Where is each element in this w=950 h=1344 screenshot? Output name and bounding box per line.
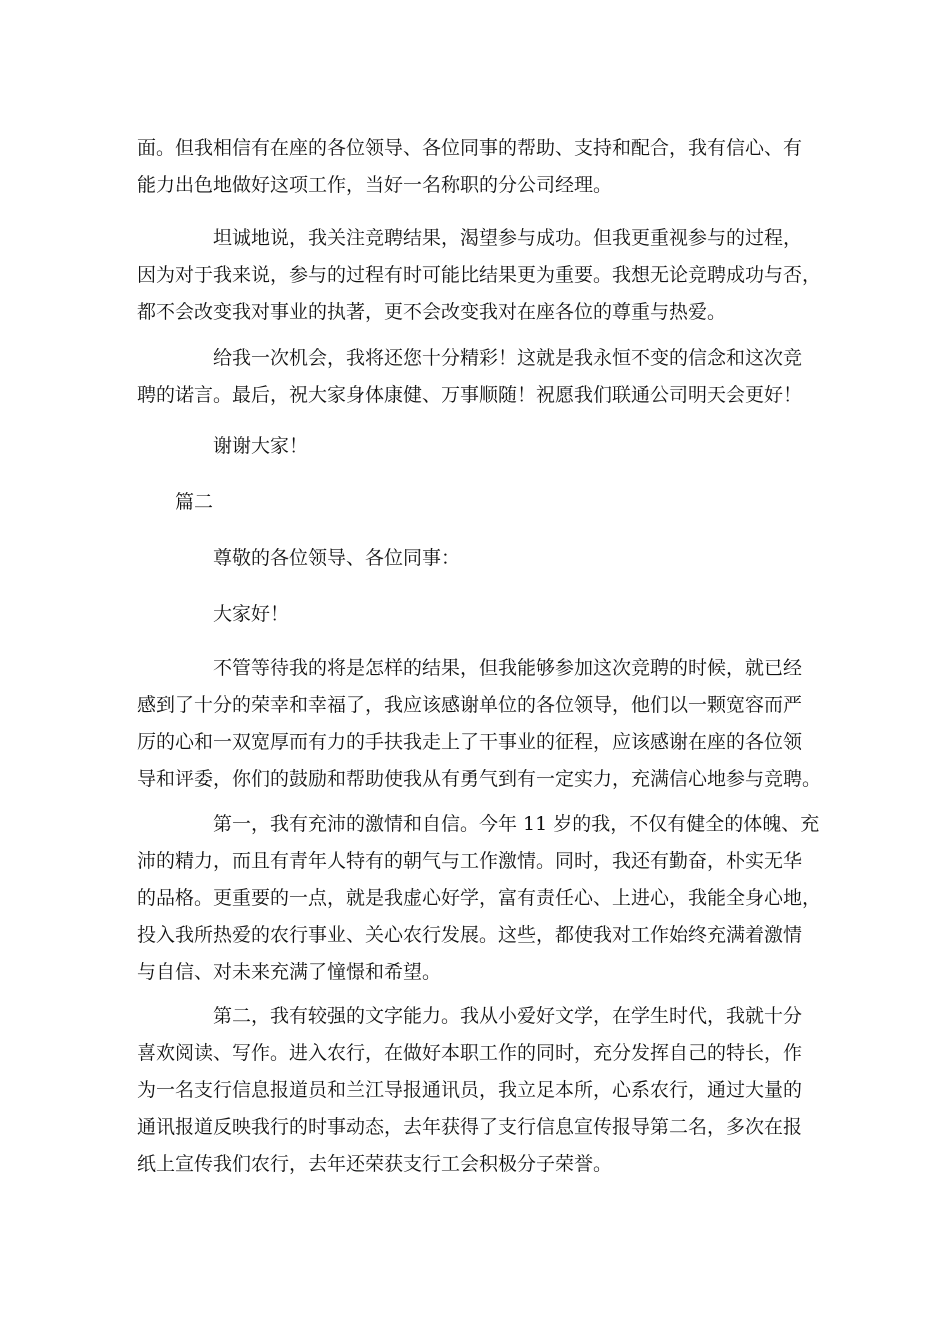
text-line: 大家好！ xyxy=(213,603,290,625)
text-line: 沛的精力，而且有青年人特有的朝气与工作激情。同时，我还有勤奋，朴实无华 xyxy=(137,850,803,872)
salutation xyxy=(213,540,893,577)
text-line: 面。但我相信有在座的各位领导、各位同事的帮助、支持和配合，我有信心、有 xyxy=(137,137,803,159)
text-line: 聘的诺言。最后，祝大家身体康健、万事顺随！祝愿我们联通公司明天会更好！ xyxy=(137,384,803,406)
greeting xyxy=(213,596,893,633)
text-line: 第二，我有较强的文字能力。我从小爱好文学，在学生时代，我就十分 xyxy=(213,1005,803,1027)
text-line: 纸上宣传我们农行，去年还荣获支行工会积极分子荣誉。 xyxy=(137,1153,613,1175)
text-line: 通讯报道反映我行的时事动态，去年获得了支行信息宣传报导第二名，多次在报 xyxy=(137,1116,803,1138)
text-line: 的品格。更重要的一点，就是我虚心好学，富有责任心、上进心，我能全身心地， xyxy=(137,887,822,909)
text-line: 第一，我有充沛的激情和自信。今年 11 岁的我，不仅有健全的体魄、充 xyxy=(213,813,820,835)
text-line: 不管等待我的将是怎样的结果，但我能够参加这次竞聘的时候，就已经 xyxy=(213,657,803,679)
text-line: 投入我所热爱的农行事业、关心农行发展。这些，都使我对工作始终充满着激情 xyxy=(137,924,803,946)
text-line: 导和评委，你们的鼓励和帮助使我从有勇气到有一定实力，充满信心地参与竞聘。 xyxy=(137,768,822,790)
text-line: 尊敬的各位领导、各位同事： xyxy=(213,547,461,569)
text-line: 能力出色地做好这项工作，当好一名称职的分公司经理。 xyxy=(137,174,613,196)
heading-text: 篇二 xyxy=(175,491,214,513)
paragraph-candid xyxy=(137,220,822,331)
text-line: 与自信、对未来充满了憧憬和希望。 xyxy=(137,961,442,983)
text-line: 为一名支行信息报道员和兰江导报通讯员，我立足本所，心系农行，通过大量的 xyxy=(137,1079,803,1101)
text-line: 都不会改变我对事业的执著，更不会改变我对在座各位的尊重与热爱。 xyxy=(137,301,727,323)
paragraph-thanks xyxy=(137,428,817,465)
text-line: 感到了十分的荣幸和幸福了，我应该感谢单位的各位领导，他们以一颗宽容而严 xyxy=(137,694,803,716)
paragraph-opportunity xyxy=(137,340,817,414)
text-line: 坦诚地说，我关注竞聘结果，渴望参与成功。但我更重视参与的过程， xyxy=(213,227,803,249)
text-line: 喜欢阅读、写作。进入农行，在做好本职工作的同时，充分发挥自己的特长，作 xyxy=(137,1042,803,1064)
text-line: 给我一次机会，我将还您十分精彩！这就是我永恒不变的信念和这次竞 xyxy=(213,347,803,369)
paragraph-closing-continued xyxy=(137,130,817,204)
section-heading xyxy=(175,484,855,521)
text-line: 因为对于我来说，参与的过程有时可能比结果更为重要。我想无论竞聘成功与否， xyxy=(137,264,822,286)
text-line: 厉的心和一双宽厚而有力的手扶我走上了干事业的征程，应该感谢在座的各位领 xyxy=(137,731,803,753)
paragraph-first-point xyxy=(137,806,822,991)
text-line: 谢谢大家！ xyxy=(213,435,309,457)
paragraph-second-point xyxy=(137,998,817,1183)
paragraph-gratitude xyxy=(137,650,822,798)
